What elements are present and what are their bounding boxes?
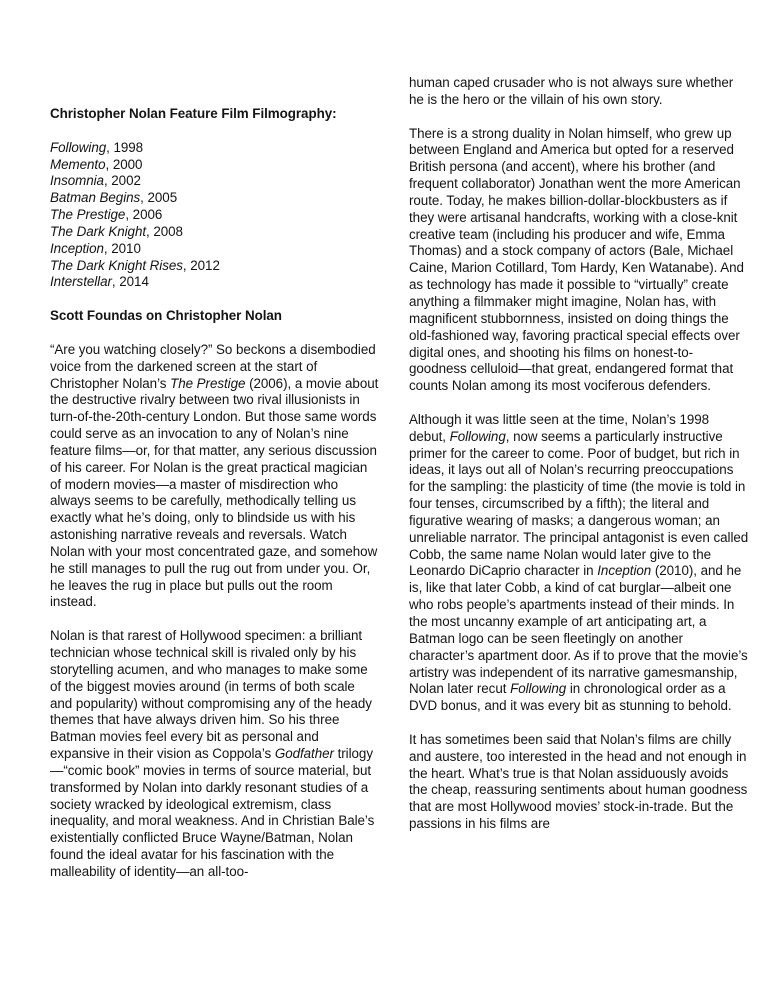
italic-title: Following (510, 681, 567, 697)
film-entry: Memento, 2000 (50, 156, 143, 172)
spacer (50, 325, 380, 342)
film-title: Batman Begins (50, 190, 141, 206)
film-entry: Insomnia, 2002 (50, 173, 141, 189)
film-year: 2000 (112, 156, 143, 172)
right-column (409, 75, 749, 850)
paragraph-text: (2010), and he is, like that later Cobb, a kind of cat burglar—albeit one who robs people’s apartments instead of their minds. In the most uncanny example of art anticipating art, a Batman logo can be seen fleetingly on another character’s apartment door. As if to prove that the movie’s artistry was independent of its narrative gamesmanship, Nolan later recut (409, 563, 748, 697)
film-entry: Following, 1998 (50, 139, 144, 155)
body-paragraph (50, 342, 380, 612)
body-paragraph (409, 412, 749, 715)
paragraph-text: human caped crusader who is not always sure whether he is the hero or the villain of his own story. (409, 75, 734, 107)
paragraph-text: “Are you watching closely?” So beckons a disembodied voice from the darkened screen at the start of Christopher Nolan’s (50, 341, 376, 391)
paragraph-text: , now seems a particularly instructive primer for the career to come. Poor of budget, but rich in ideas, it lays out all of Nolan’s recurring preoccupations for the sampling: the plasticity of time (the movie is told in four tenses, circumscribed by a fifth); the literal and figurative wearing of masks; a dangerous woman; an unreliable narrator. The principal antagonist is even called Cobb, the same name Nolan would later give to the Leonardo DiCaprio character in (409, 428, 749, 579)
body-paragraph (409, 732, 749, 833)
film-year: 2010 (111, 240, 141, 256)
film-year: 2002 (111, 173, 141, 189)
right-paragraphs (409, 75, 749, 833)
paragraph-text: Nolan is that rarest of Hollywood specimen: a brilliant technician whose technical skill is rivaled only by his storytelling acumen, and who manages to make some of the biggest movies around (in terms of both scale and popularity) without compromising any of the heady themes that have always driven him. So his three Batman movies feel every bit as personal and expansive in their vision as Coppola’s (50, 628, 372, 762)
film-entry: The Dark Knight, 2008 (50, 223, 183, 239)
film-year: 2012 (190, 257, 220, 273)
italic-title: Following (449, 428, 506, 444)
italic-title: The Prestige (170, 375, 246, 391)
film-title: Insomnia (50, 173, 104, 189)
paragraph-text: trilogy—“comic book” movies in terms of source material, but transformed by Nolan into darkly resonant studies of a society wracked by ideological extremism, class inequality, and moral weakness. And in Christian Bale’s existentially conflicted Bruce Wayne/Batman, Nolan found the ideal avatar for his fascination with the malleability of identity—an all-too- (50, 746, 375, 879)
film-title: Inception (50, 240, 104, 256)
film-year: 2006 (132, 207, 163, 223)
film-title: Following (50, 139, 107, 155)
film-entry: The Dark Knight Rises, 2012 (50, 257, 220, 273)
film-entry: Inception, 2010 (50, 240, 141, 256)
film-entry: Interstellar, 2014 (50, 274, 149, 290)
film-title: The Dark Knight (50, 223, 147, 239)
film-year: 2005 (147, 190, 178, 206)
spacer (50, 291, 380, 308)
paragraph-text: There is a strong duality in Nolan himself, who grew up between England and America but opted for a reserved British persona (and accent), where his brother (and frequent collaborator) Jonathan went the more American route. Today, he makes billion-dollar-blockbusters as if they were artisanal handcrafts, working with a close-knit creative team (including his producer and wife, Emma Thomas) and a stock company of actors (Bale, Michael Caine, Marion Cotillard, Tom Hardy, Ken Watanabe). And as technology has made it possible to “virtually” create anything a filmmaker might imagine, Nolan has, with magnificent stubbornness, insisted on doing things the old-fashioned way, favoring practical special effects over digital ones, and shooting his films on honest-to-goodness celluloid—that great, endangered format that counts Nolan among its most vociferous defenders. (409, 125, 744, 394)
film-year: 2014 (119, 274, 149, 290)
paragraph-text: in chronological order as a DVD bonus, and it was every bit as stunning to behold. (409, 681, 732, 714)
film-year: 1998 (113, 139, 144, 155)
body-paragraph (409, 126, 749, 396)
paragraph-text: Although it was little seen at the time, Nolan’s 1998 debut, (409, 411, 710, 444)
spacer (50, 123, 380, 140)
film-title: The Dark Knight Rises (50, 257, 183, 273)
paragraph-text: It has sometimes been said that Nolan’s films are chilly and austere, too interested in the head and not enough in the heart. What’s true is that Nolan assiduously avoids the cheap, reassuring sentiments about human goodness that are most Hollywood movies’ stock-in-trade. But the passions in his films are (409, 731, 748, 832)
left-paragraphs (50, 342, 380, 881)
italic-title: Godfather (274, 746, 334, 762)
body-paragraph (50, 628, 380, 881)
italic-title: Inception (597, 563, 652, 579)
film-entry: The Prestige, 2006 (50, 207, 163, 223)
filmography-list (50, 140, 380, 292)
film-title: Interstellar (50, 274, 112, 290)
film-title: The Prestige (50, 207, 126, 223)
film-year: 2008 (153, 223, 183, 239)
paragraph-text: (2006), a movie about the destructive rivalry between two rival illusionists in turn-of-the-20th-century London. But those same words could serve as an invocation to any of Nolan’s nine feature films—or, for that matter, any serious discussion of his career. For Nolan is the great practical magician of modern movies—a master of misdirection who always seems to be carefully, methodically telling us exactly what he’s doing, only to blindside us with his astonishing narrative reveals and reversals. Watch Nolan with your most concentrated gaze, and somehow he still manages to pull the rug out from under you. Or, he leaves the rug in place but pulls out the room instead. (50, 375, 379, 610)
left-column (50, 106, 380, 898)
filmography-heading: Christopher Nolan Feature Film Filmography: (50, 106, 337, 121)
body-paragraph (409, 75, 749, 109)
film-title: Memento (50, 156, 106, 172)
film-entry: Batman Begins, 2005 (50, 190, 178, 206)
essay-heading: Scott Foundas on Christopher Nolan (50, 308, 282, 324)
